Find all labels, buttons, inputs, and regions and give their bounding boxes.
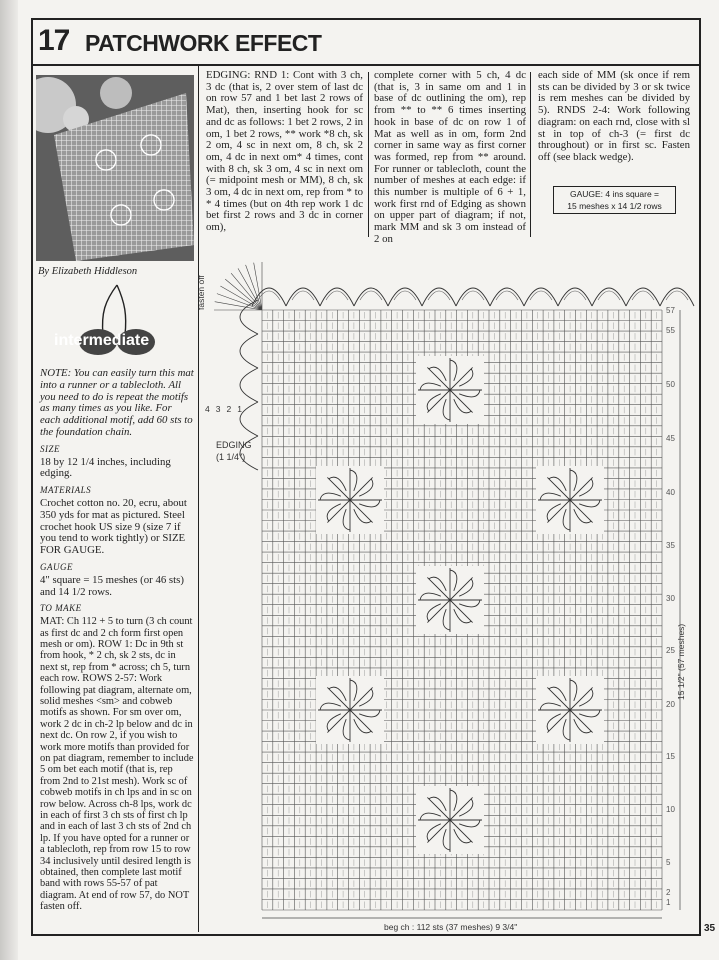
page-number: 35 (704, 923, 716, 934)
row-number: 35 (666, 541, 675, 550)
difficulty-label: intermediate (54, 332, 150, 349)
cobweb-motif (538, 468, 602, 532)
cobweb-motif (418, 358, 482, 422)
row-number: 55 (666, 326, 675, 335)
author-byline: By Elizabeth Hiddleson (38, 266, 138, 277)
round-3-label: 3 (215, 404, 227, 414)
left-column (40, 368, 194, 918)
base-chain-label: beg ch : 112 sts (37 meshes) 9 3/4" (384, 922, 518, 932)
to-make-heading: TO MAKE (40, 603, 82, 614)
column-divider (198, 66, 199, 932)
cobweb-motif (418, 788, 482, 852)
materials-text: Crochet cotton no. 20, ecru, about 350 yds for mat as pictured. Steel crochet hook US size 9 (size 7 if you tend to work tightly) or SIZE FOR GAUGE. (40, 496, 187, 557)
row-number: 20 (666, 700, 675, 709)
row-number: 10 (666, 805, 675, 814)
round-labels (205, 404, 248, 414)
row-number: 2 (666, 888, 671, 897)
difficulty-badge (54, 332, 149, 350)
edging-text-col1: EDGING: RND 1: Cont with 3 ch, 3 dc (that is, 2 over stem of last dc on row 57 and 1 bet last 2 rows of Mat), then, inserting hook for sc and dc as follows: 1 bet 2 rows, 2 in om, 1 bet 2 rows, ** work *8 ch, sk 2 om, 4 sc in next om, 8 ch, sk 2 om, 4 dc in next om* 4 times, cont with 8 ch, sk 3 om, 4 sc in next om (= midpoint mesh or MM), 8 ch, sk 3 om, 4 dc in next om, rep from * to * 4 times (but on 4th rep work 1 dc bet first 2 rows and 3 dc in corner om), (206, 69, 363, 234)
row-number: 45 (666, 434, 675, 443)
row-number: 25 (666, 646, 675, 655)
pattern-diagram (200, 250, 700, 930)
column-divider (530, 72, 531, 237)
round-4-label: 4 (205, 404, 216, 414)
round-2-label: 2 (226, 404, 238, 414)
pattern-number: 17 (38, 24, 70, 57)
edging-text-col2: complete corner with 5 ch, 4 dc (that is, 3 in same om and 1 in base of dc outlining the om), rep from ** to ** 6 times inserting hook in base of dc on row 1 of Mat as well as in om, form 2nd corner in same way as first corner was formed, rep from ** around. For runner or tablecloth, count the number of meshes at each edge: if this number is multiple of 6 + 1, work first rnd of Edging as shown on upper part of diagram; if not, mark MM and sk 3 om instead of 2 on (374, 69, 526, 245)
size-heading: SIZE (40, 443, 60, 454)
gauge-text: 4" square = 15 meshes (or 46 sts) and 14 1/2 rows. (40, 573, 184, 598)
doily-photo (36, 75, 194, 261)
gauge-box-line2: 15 meshes x 14 1/2 rows (567, 201, 662, 211)
row-number: 5 (666, 858, 671, 867)
page-binding-shadow (0, 0, 18, 960)
round-1-label: 1 (237, 404, 248, 414)
cobweb-motif (318, 468, 382, 532)
title-bar (33, 20, 699, 66)
note-text: NOTE: You can easily turn this mat into a runner or a tablecloth. All you need to do is repeat the motifs as many times as you like. For each additional motif, add 60 sts to the foundation chain. (40, 367, 194, 438)
pattern-title: PATCHWORK EFFECT (85, 30, 322, 56)
edging-corner-fan (214, 262, 262, 310)
to-make-text: MAT: Ch 112 + 5 to turn (3 ch count as first dc and 2 ch form first open mesh or om). ROW 1: Dc in 9th st from hook, * 2 ch, sk 2 sts, dc in next st, rep from * across; ch 5, turn each row. ROWS 2-57: Work following pat diagram, alternate om, solid meshes <sm> and cobweb motifs as shown. For sm over om, work 2 dc in ch-2 lp below and dc in next dc. On row 2, if you wish to work more motifs than provided for on pat diagram, remember to include 5 om bet each motif (that is, rep from 2nd to 21st mesh). Work sc of cobweb motifs in ch lps and in sc on row below. Across ch-8 lps, work dc in each of first 3 ch sts of first ch lp and in each of last 3 ch sts of 2nd ch lp. If you have opted for a runner or a tablecloth, rep from row 15 to row 34 inclusively until desired length is obtained, then complete last motif band with rows 55-57 of pat diagram. At end of row 57, do NOT fasten off. (40, 616, 194, 913)
gauge-box (553, 186, 676, 214)
edging-text-col3: each side of MM (sk once if rem sts can be divided by 3 or sk twice is rem meshes can be divided by 5). RNDS 2-4: Work following diagram: on each rnd, close with sl st in top of ch-3 (= first dc throughout) or in first sc. Fasten off (see black wedge). (538, 69, 690, 163)
column-divider (368, 72, 369, 237)
cobweb-motif (318, 678, 382, 742)
row-number: 57 (666, 306, 675, 315)
edging-size-label: (1 1/4") (216, 452, 246, 462)
cobweb-motif (538, 678, 602, 742)
row-number: 40 (666, 488, 675, 497)
materials-heading: MATERIALS (40, 485, 92, 496)
row-number: 1 (666, 898, 671, 907)
size-text: 18 by 12 1/4 inches, including edging. (40, 455, 171, 480)
gauge-heading: GAUGE (40, 561, 73, 572)
row-number: 30 (666, 594, 675, 603)
height-label: 15 1/2" (57 meshes) (676, 623, 686, 700)
gauge-box-line1: GAUGE: 4 ins square = (569, 189, 660, 199)
cobweb-motif (418, 568, 482, 632)
fasten-off-label: fasten off (196, 275, 206, 310)
edging-label: EDGING (216, 440, 252, 450)
row-number: 50 (666, 380, 675, 389)
edging-inner-top (258, 291, 688, 300)
row-number: 15 (666, 752, 675, 761)
